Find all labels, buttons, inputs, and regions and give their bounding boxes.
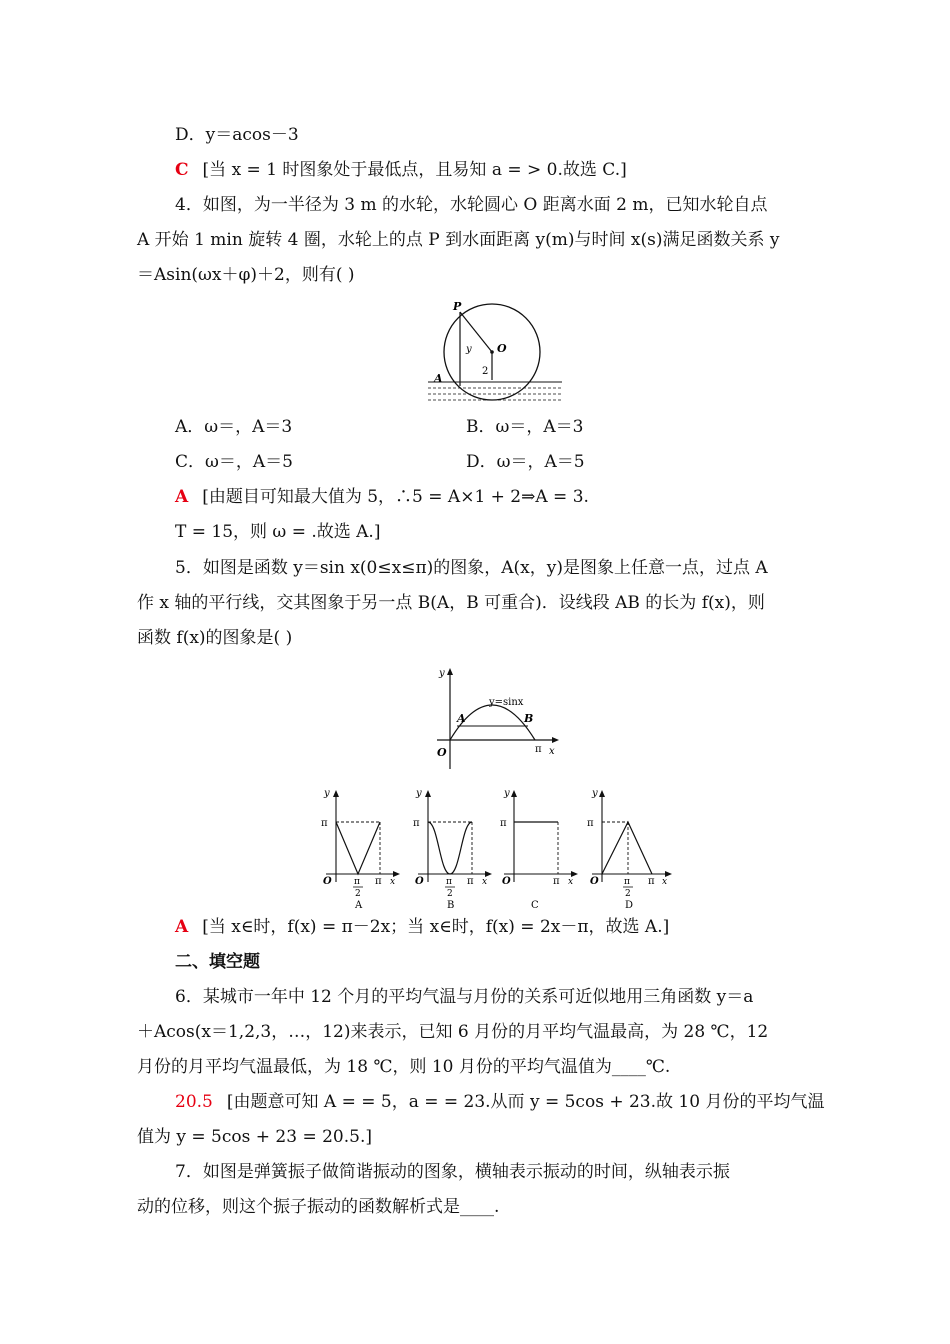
q6-line2: ＋Acos(x＝1,2,3，…，12)来表示，已知 6 月份的月平均气温最高，为 28 ℃，12 [137,1022,769,1042]
label-y: y [466,344,472,355]
q5-answer [0,915,950,939]
q3-answer-letter: C [175,160,189,180]
option-graph-d [584,784,679,910]
q6-line3: 月份的月平均气温最低，为 18 ℃，则 10 月份的平均气温值为____℃. [137,1057,671,1077]
svg-text:O: O [590,876,599,887]
svg-text:π: π [553,876,560,887]
svg-text:2: 2 [447,889,453,899]
water-wheel-figure [420,296,570,408]
q3-option-d: D．y＝acos－3 [175,125,299,145]
label-a: A [434,372,443,385]
q4-line2: A 开始 1 min 旋转 4 圈，水轮上的点 P 到水面距离 y(m)与时间 x(s)满足函数关系 y [137,230,780,250]
q6-answer-line2: 值为 y = 5cos + 23 = 20.5.] [137,1127,372,1147]
main-o-label: O [437,746,447,759]
svg-text:x: x [662,877,668,887]
svg-text:x: x [568,877,574,887]
q7-line2: 动的位移，则这个振子振动的函数解析式是____. [137,1197,500,1217]
caption-a: A [355,900,363,910]
svg-text:π: π [321,818,328,829]
svg-text:π: π [500,818,507,829]
q3-answer [0,158,950,182]
q6-answer-text: [由题意可知 A = = 5，a = = 23.从而 y = 5cos + 23.故 10 月份的平均气温 [226,1092,825,1112]
svg-text:x: x [390,877,396,887]
q4-answer [0,485,950,509]
q4-option-a: A．ω＝，A＝3 [175,417,293,437]
q6-answer-value: 20.5 [175,1092,213,1112]
svg-text:O: O [323,876,332,887]
svg-text:π: π [587,818,594,829]
caption-c: C [531,900,539,910]
q3-answer-text: [当 x = 1 时图象处于最低点，且易知 a = > 0.故选 C.] [202,160,627,180]
svg-text:π: π [648,876,655,887]
caption-d: D [625,900,634,910]
svg-text:y: y [324,788,330,799]
svg-text:π: π [624,877,630,887]
main-pi-label: π [535,744,542,755]
option-graph-b [404,784,499,910]
svg-text:π: π [413,818,420,829]
label-2: 2 [482,366,489,377]
q4-option-b: B．ω＝，A＝3 [466,417,584,437]
q5-answer-letter: A [175,917,189,937]
q6-line1: 6．某城市一年中 12 个月的平均气温与月份的关系可近似地用三角函数 y＝a [175,987,754,1007]
svg-text:O: O [415,876,424,887]
option-graph-a [312,784,407,910]
q4-option-d: D．ω＝，A＝5 [466,452,585,472]
main-x-label: x [549,746,555,757]
svg-text:2: 2 [355,889,361,899]
section-title: 二、填空题 [175,952,260,972]
svg-text:x: x [482,877,488,887]
q5-line2: 作 x 轴的平行线，交其图象于另一点 B(A，B 可重合)．设线段 AB 的长为 f(x)，则 [137,593,765,613]
q7-line1: 7．如图是弹簧振子做简谐振动的图象，横轴表示振动的时间，纵轴表示振 [175,1162,730,1182]
q6-answer [0,1090,950,1114]
svg-text:π: π [467,876,474,887]
svg-text:O: O [502,876,511,887]
q4-option-c: C．ω＝，A＝5 [175,452,293,472]
q5-line1: 5．如图是函数 y＝sin x(0≤x≤π)的图象，A(x，y)是图象上任意一点，过点 A [175,558,768,578]
svg-text:π: π [354,877,360,887]
svg-text:π: π [446,877,452,887]
label-o: O [497,342,507,355]
main-b-label: B [524,712,534,725]
svg-text:y: y [592,788,598,799]
main-y-label: y [439,668,445,679]
q4-line3: ＝Asin(ωx＋φ)＋2，则有( ) [137,265,355,285]
q5-answer-text: [当 x∈时，f(x) = π－2x；当 x∈时，f(x) = 2x－π，故选 A.] [202,917,670,937]
svg-text:y: y [416,788,422,799]
svg-text:2: 2 [625,889,631,899]
sine-main-graph [425,664,565,774]
main-a-label: A [457,712,466,725]
label-p: P [453,300,462,313]
main-curve-label: y=sinx [489,697,524,708]
svg-text:y: y [504,788,510,799]
q4-answer-line2: T = 15，则 ω = .故选 A.] [175,522,381,542]
q5-line3: 函数 f(x)的图象是( ) [137,628,293,648]
q4-line1: 4．如图，为一半径为 3 m 的水轮，水轮圆心 O 距离水面 2 m，已知水轮自点 [175,195,768,215]
q4-answer-letter: A [175,487,189,507]
svg-text:π: π [375,876,382,887]
option-graph-c [494,784,589,910]
caption-b: B [447,900,455,910]
q4-answer-text: [由题目可知最大值为 5，∴5 = A×1 + 2⇒A = 3. [202,487,589,507]
